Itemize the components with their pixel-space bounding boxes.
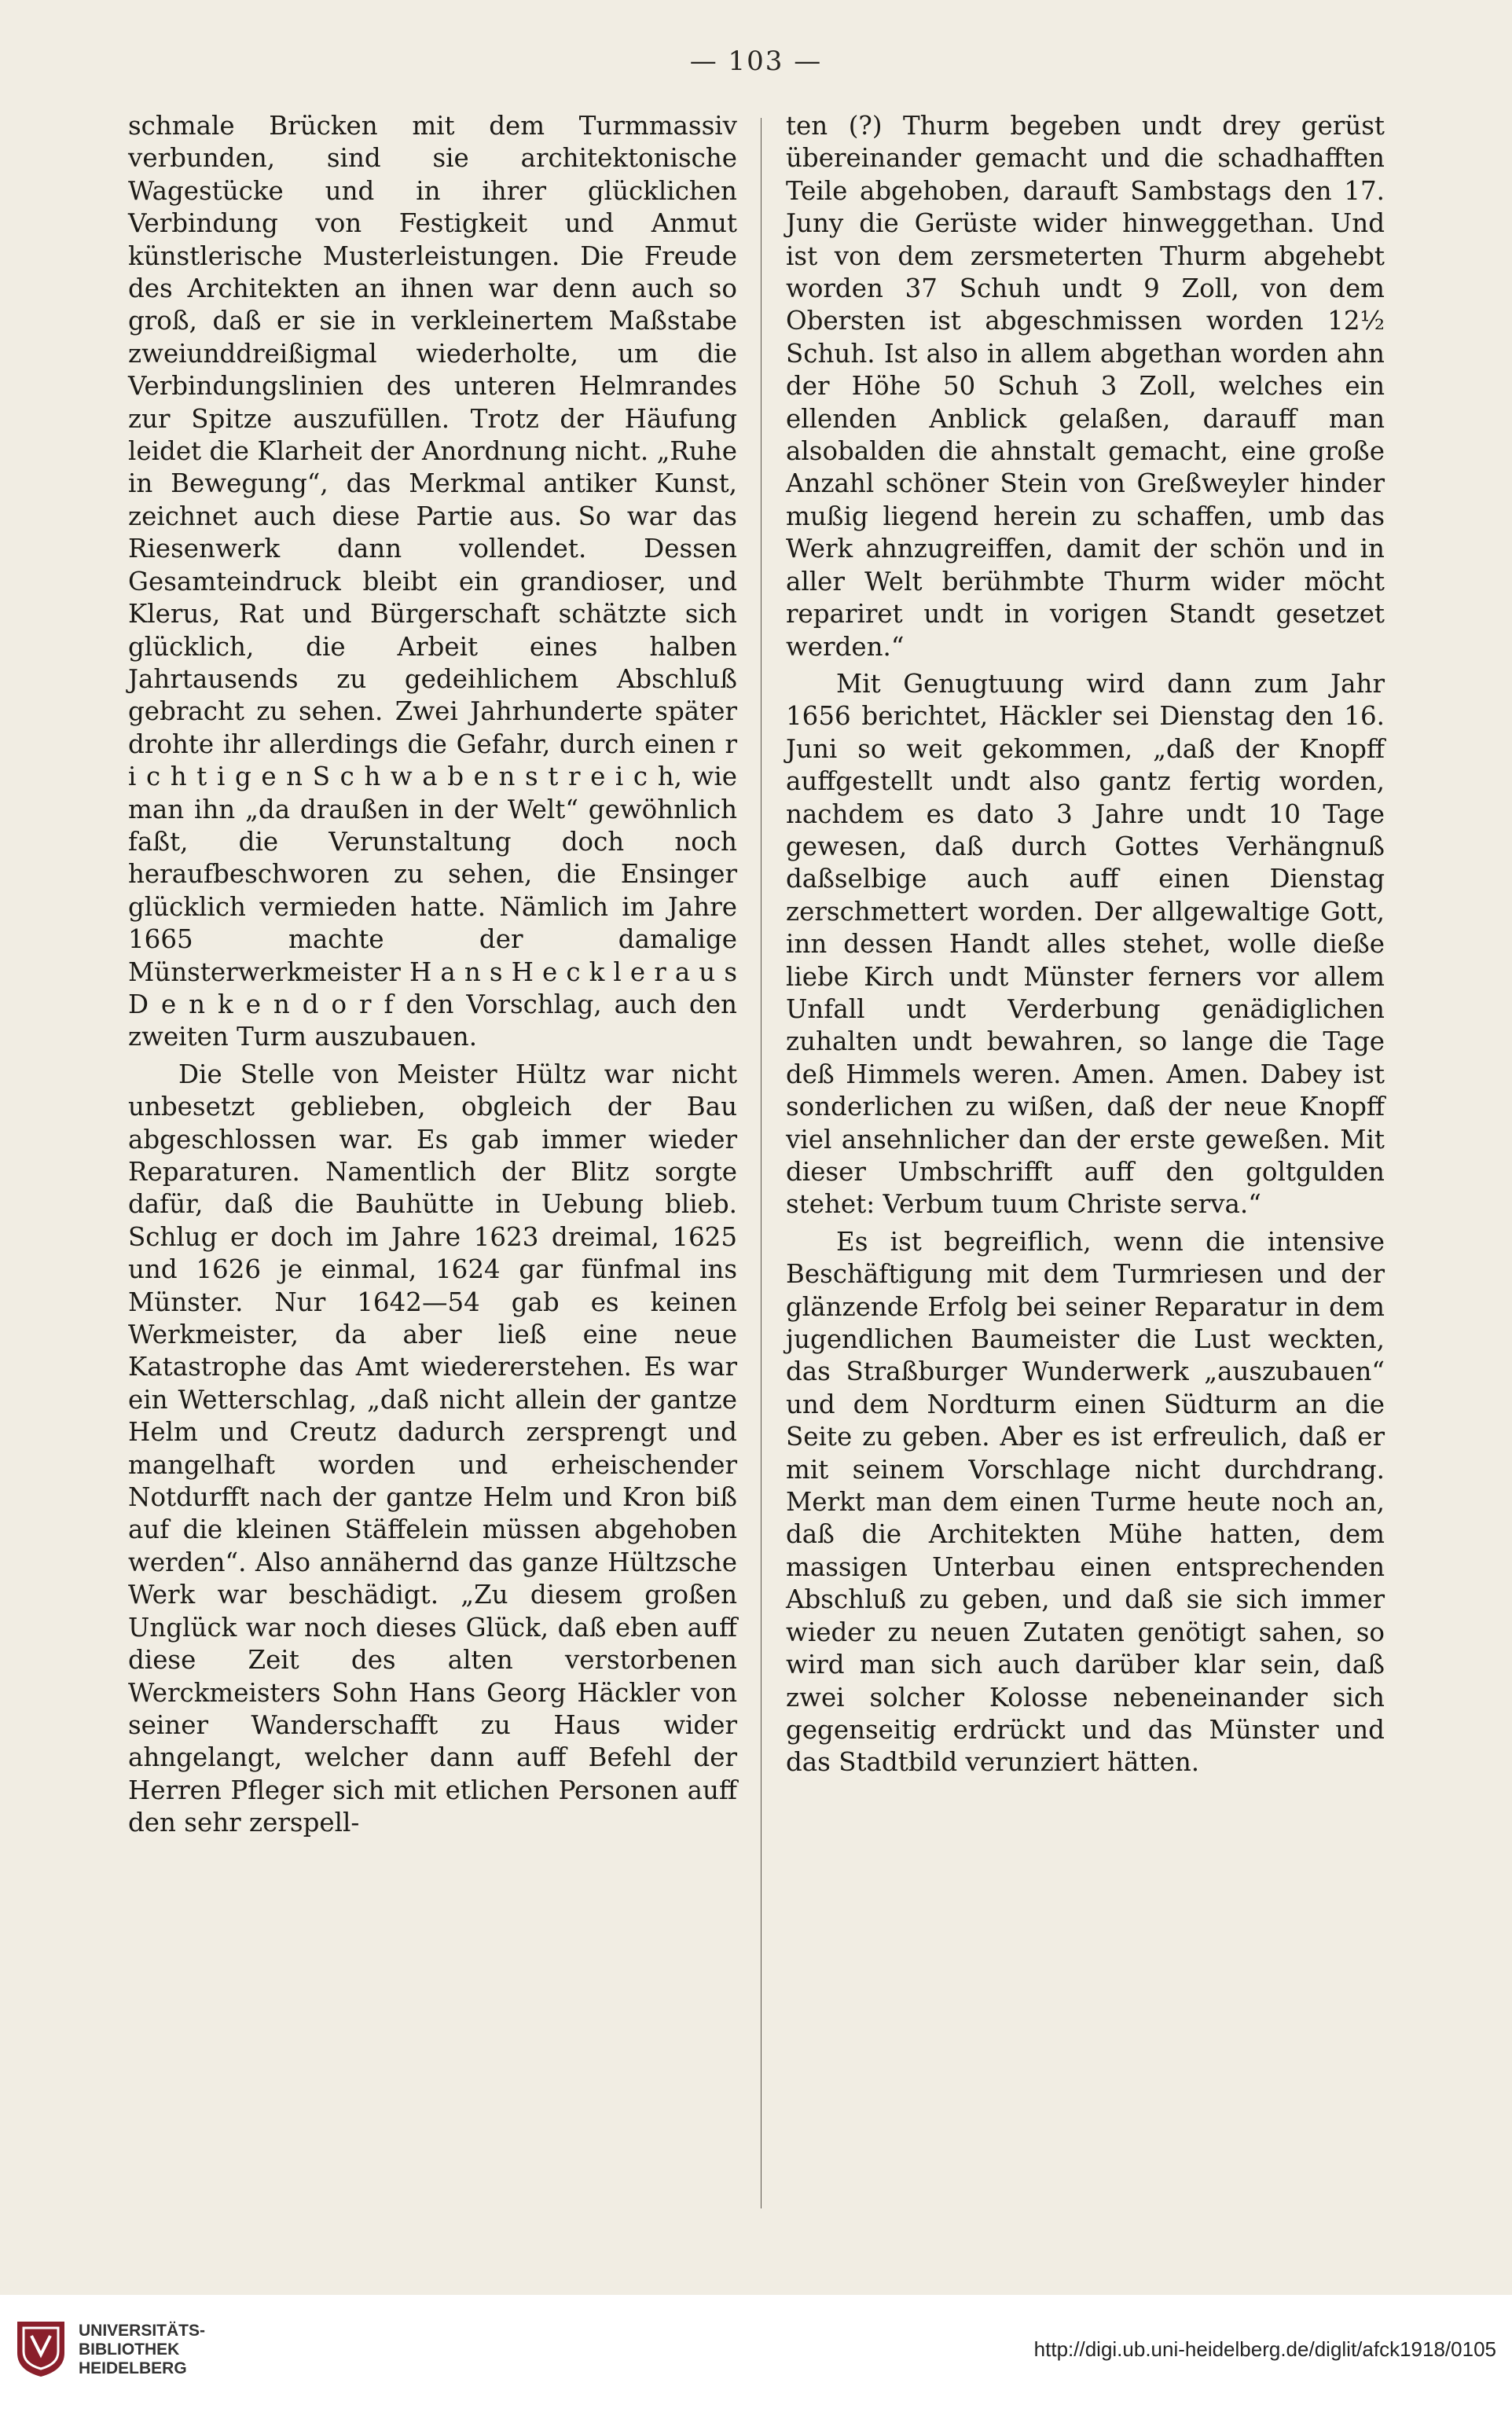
paragraph: ten (?) Thurm begeben undt drey gerüst übereinander gemacht und die schadhafften Teile abgehoben, darauft Sambstags den 17. Juny die Gerüste wider hinweggethan. Und ist von dem zersmeterten Thurm abgehebt worden 37 Schuh undt 9 Zoll, von dem Obersten ist abgeschmissen worden 12½ Schuh. Ist also in allem abgethan worden ahn der Höhe 50 Schuh 3 Zoll, welches ein ellenden Anblick gelaßen, darauff man alsobalden die ahnstalt gemacht, eine große Anzahl schöner Stein von Greßweyler hinder mußig liegend herein zu schaffen, umb das Werk ahnzugreiffen, damit der schön und in aller Welt berühmbte Thurm wider möcht repariret undt in vorigen Standt gesetzet werden.“ [786,111,1385,662]
source-url-link[interactable]: http://digi.ub.uni-heidelberg.de/diglit/afck1918/0105 [1033,2337,1496,2361]
column-divider [761,118,762,2208]
library-name: UNIVERSITÄTS- BIBLIOTHEK HEIDELBERG [79,2322,206,2377]
paragraph: Mit Genugtuung wird dann zum Jahr 1656 berichtet, Häckler sei Dienstag den 16. Juni so weit gekommen, „daß der Knopff auffgestellt undt also gantz fertig worden, nachdem es dato 3 Jahre undt 10 Tage gewesen, daß durch Gottes Verhängnuß daßselbige auch auff einen Dienstag zerschmettert worden. Der allgewaltige Gott, inn dessen Handt alles stehet, wolle dieße liebe Kirch undt Münster ferners vor allem Unfall undt Verderbung genädiglichen zuhalten undt bewahren, so lange die Tage deß Himmels weren. Amen. Amen. Dabey ist sonderlichen zu wißen, daß der neue Knopff viel ansehnlicher dan der erste geweßen. Mit dieser Umbschrifft auff den goltgulden stehet: Verbum tuum Christe serva.“ [786,668,1385,1220]
library-seal-icon [14,2318,68,2378]
text-column-right [786,110,1385,1779]
page-number: — 103 — [689,46,823,77]
paragraph: Die Stelle von Meister Hültz war nicht unbesetzt geblieben, obgleich der Bau abgeschlossen war. Es gab immer wieder Reparaturen. Namentlich der Blitz sorgte dafür, daß die Bauhütte in Uebung blieb. Schlug er doch im Jahre 1623 dreimal, 1625 und 1626 je einmal, 1624 gar fünfmal ins Münster. Nur 1642—54 gab es keinen Werkmeister, da aber ließ eine neue Katastrophe das Amt wiedererstehen. Es war ein Wetterschlag, „daß nicht allein der gantze Helm und Creutz dadurch zersprengt und mangelhaft worden und erheischender Notdurfft nach der gantze Helm und Kron biß auf die kleinen Stäffelein müssen abgehoben werden“. Also annähernd das ganze Hültzsche Werk war beschädigt. „Zu diesem großen Unglück war noch dieses Glück, daß eben auff diese Zeit des alten verstorbenen Werckmeisters Sohn Hans Georg Häckler von seiner Wanderschafft zu Haus wider ahngelangt, welcher dann auff Befehl der Herren Pfleger sich mit etlichen Personen auff den sehr zerspell- [128,1059,737,1838]
text-column-left [128,110,737,1840]
footer-bar [0,2295,1512,2423]
paragraph: Es ist begreiflich, wenn die intensive Beschäftigung mit dem Turmriesen und der glänzende Erfolg bei seiner Reparatur in dem jugendlichen Baumeister die Lust weckten, das Straßburger Wunderwerk „auszubauen“ und dem Nordturm einen Südturm an die Seite zu geben. Aber es ist erfreulich, daß er mit seinem Vorschlage nicht durchdrang. Merkt man dem einen Turme heute noch an, daß die Architekten Mühe hatten, dem massigen Unterbau einen entsprechenden Abschluß zu geben, und daß sie sich immer wieder zu neuen Zutaten genötigt sahen, so wird man sich auch darüber klar sein, daß zwei solcher Kolosse nebeneinander sich gegenseitig erdrückt und das Münster und das Stadtbild verunziert hätten. [786,1226,1385,1778]
paragraph: schmale Brücken mit dem Turmmassiv verbunden, sind sie architektonische Wagestücke und in ihrer glücklichen Verbindung von Festigkeit und Anmut künstlerische Musterleistungen. Die Freude des Architekten an ihnen war denn auch so groß, daß er sie in verkleinertem Maßstabe zweiunddreißigmal wiederholte, um die Verbindungslinien des unteren Helmrandes zur Spitze auszufüllen. Trotz der Häufung leidet die Klarheit der Anordnung nicht. „Ruhe in Bewegung“, das Merkmal antiker Kunst, zeichnet auch diese Partie aus. So war das Riesenwerk dann vollendet. Dessen Gesamteindruck bleibt ein grandioser, und Klerus, Rat und Bürgerschaft schätzte sich glücklich, die Arbeit eines halben Jahrtausends zu gedeihlichem Abschluß gebracht zu sehen. Zwei Jahrhunderte später drohte ihr allerdings die Gefahr, durch einen r i c h t i g e n S c h w a b e n s t r e i c h, wie man ihn „da draußen in der Welt“ gewöhnlich faßt, die Verunstaltung doch noch heraufbeschworen zu sehen, die Ensinger glücklich vermieden hatte. Nämlich im Jahre 1665 machte der damalige Münsterwerkmeister H a n s H e c k l e r a u s D e n k e n d o r f den Vorschlag, auch den zweiten Turm auszubauen. [128,111,737,1052]
